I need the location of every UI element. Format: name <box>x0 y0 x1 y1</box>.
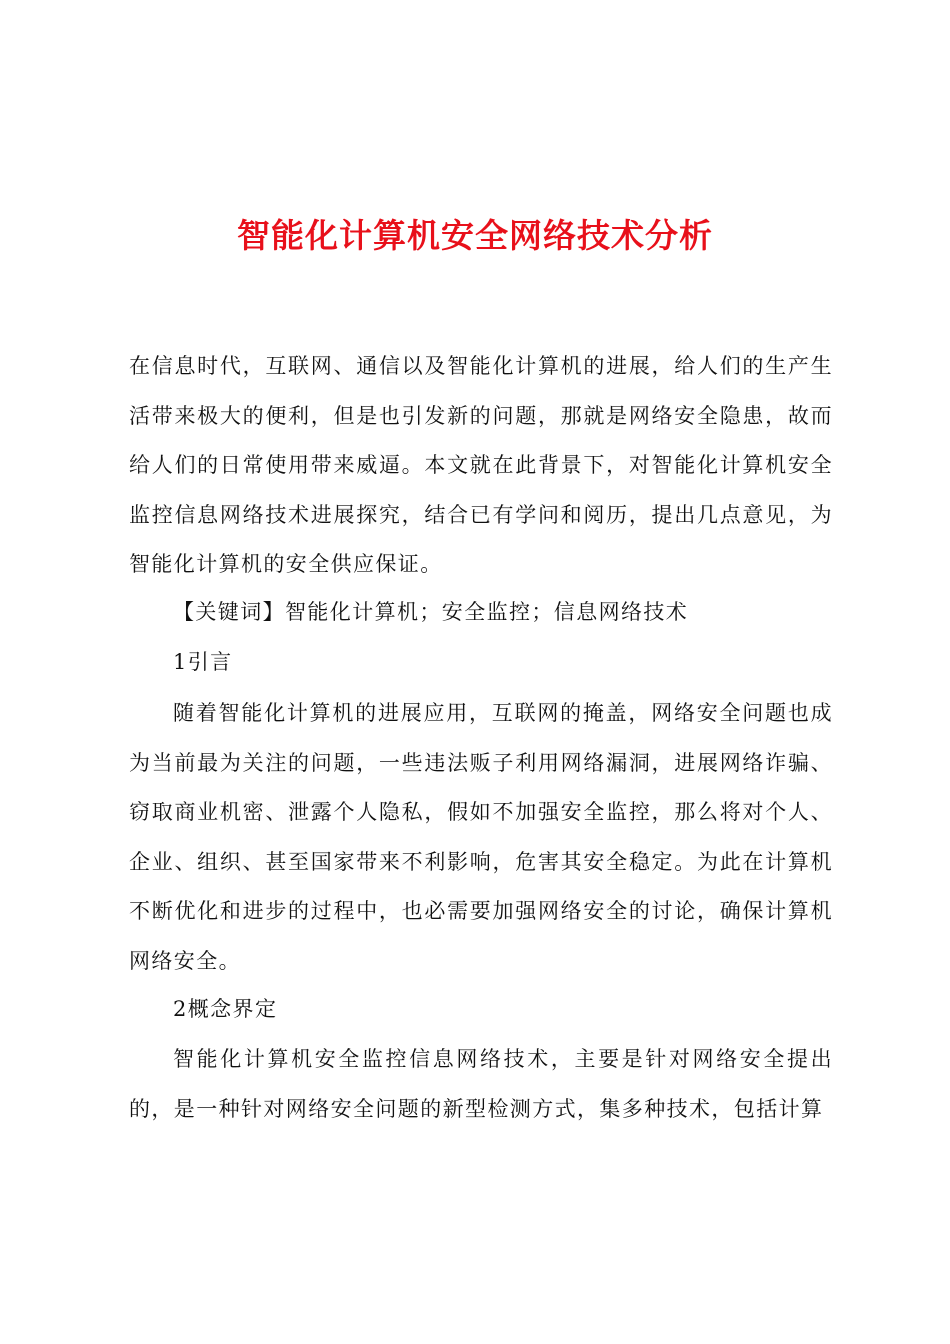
section-2-paragraph: 智能化计算机安全监控信息网络技术，主要是针对网络安全提出的，是一种针对网络安全问题的新型检测方式，集多种技术，包括计算 <box>129 1047 833 1121</box>
document-title: 智能化计算机安全网络技术分析 <box>237 216 713 255</box>
keywords-line: 【关键词】智能化计算机；安全监控；信息网络技术 <box>173 600 689 624</box>
abstract-paragraph: 在信息时代，互联网、通信以及智能化计算机的进展，给人们的生产生活带来极大的便利，但是也引发新的问题，那就是网络安全隐患，故而给人们的日常使用带来威逼。本文就在此背景下，对智能化计算机安全监控信息网络技术进展探究，结合已有学问和阅历，提出几点意见，为智能化计算机的安全供应保证。 <box>129 354 833 576</box>
section-2-heading: 2概念界定 <box>173 997 278 1021</box>
section-1-heading: 1引言 <box>173 650 233 674</box>
section-1-paragraph: 随着智能化计算机的进展应用，互联网的掩盖，网络安全问题也成为当前最为关注的问题，一些违法贩子利用网络漏洞，进展网络诈骗、窃取商业机密、泄露个人隐私，假如不加强安全监控，那么将对个人、企业、组织、甚至国家带来不利影响，危害其安全稳定。为此在计算机不断优化和进步的过程中，也必需要加强网络安全的讨论，确保计算机网络安全。 <box>129 701 833 973</box>
